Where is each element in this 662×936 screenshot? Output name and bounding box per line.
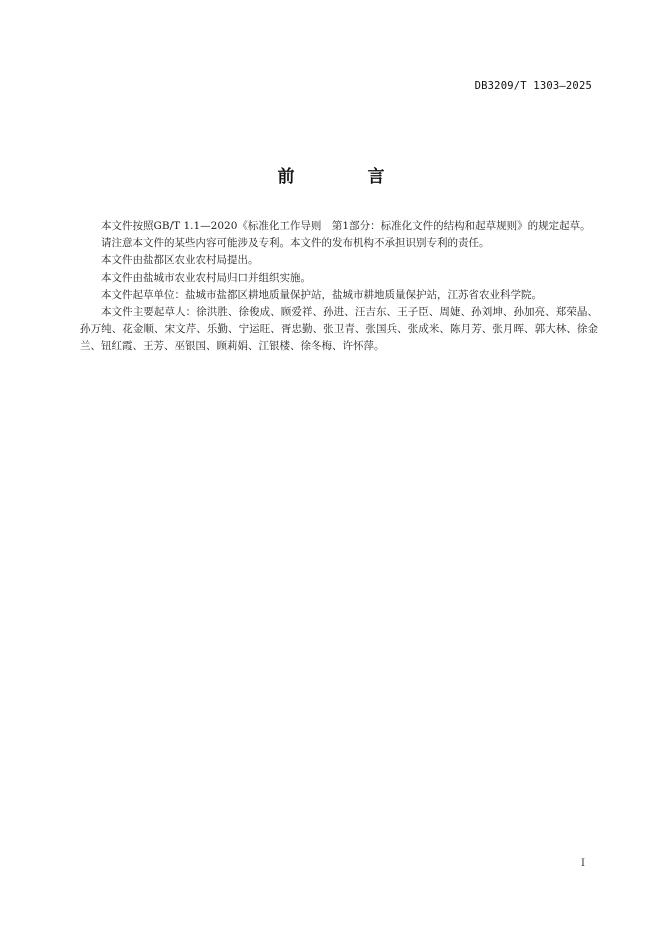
foreword-body	[80, 218, 598, 356]
paragraph-proposer: 本文件由盐都区农业农村局提出。	[101, 254, 259, 267]
paragraph-patent-notice: 请注意本文件的某些内容可能涉及专利。本文件的发布机构不承担识别专利的责任。	[101, 237, 490, 250]
paragraph-drafting-units: 本文件起草单位：盐城市盐都区耕地质量保护站，盐城市耕地质量保护站，江苏省农业科学院。	[101, 288, 542, 301]
paragraph-administrator: 本文件由盐城市农业农村局归口并组织实施。	[101, 271, 311, 284]
page-number: I	[581, 858, 585, 869]
paragraph-drafters: 本文件主要起草人：徐洪胜、徐俊成、顾爱祥、孙进、汪吉东、王子臣、周婕、孙刘坤、孙加亮、郑荣晶、孙万纯、花金顺、宋文芹、乐勤、宁运旺、胥忠勤、张卫青、张国兵、张成米、陈月芳、张月晖、郭大林、徐金兰、钮红霞、王芳、巫银国、顾莉娟、江银楼、徐冬梅、许怀萍。	[80, 306, 598, 353]
paragraph-drafting-rules: 本文件按照GB/T 1.1—2020《标准化工作导则 第1部分：标准化文件的结构和起草规则》的规定起草。	[101, 220, 591, 232]
document-code: DB3209/T 1303—2025	[474, 80, 592, 92]
page-title: 前 言	[277, 167, 413, 187]
